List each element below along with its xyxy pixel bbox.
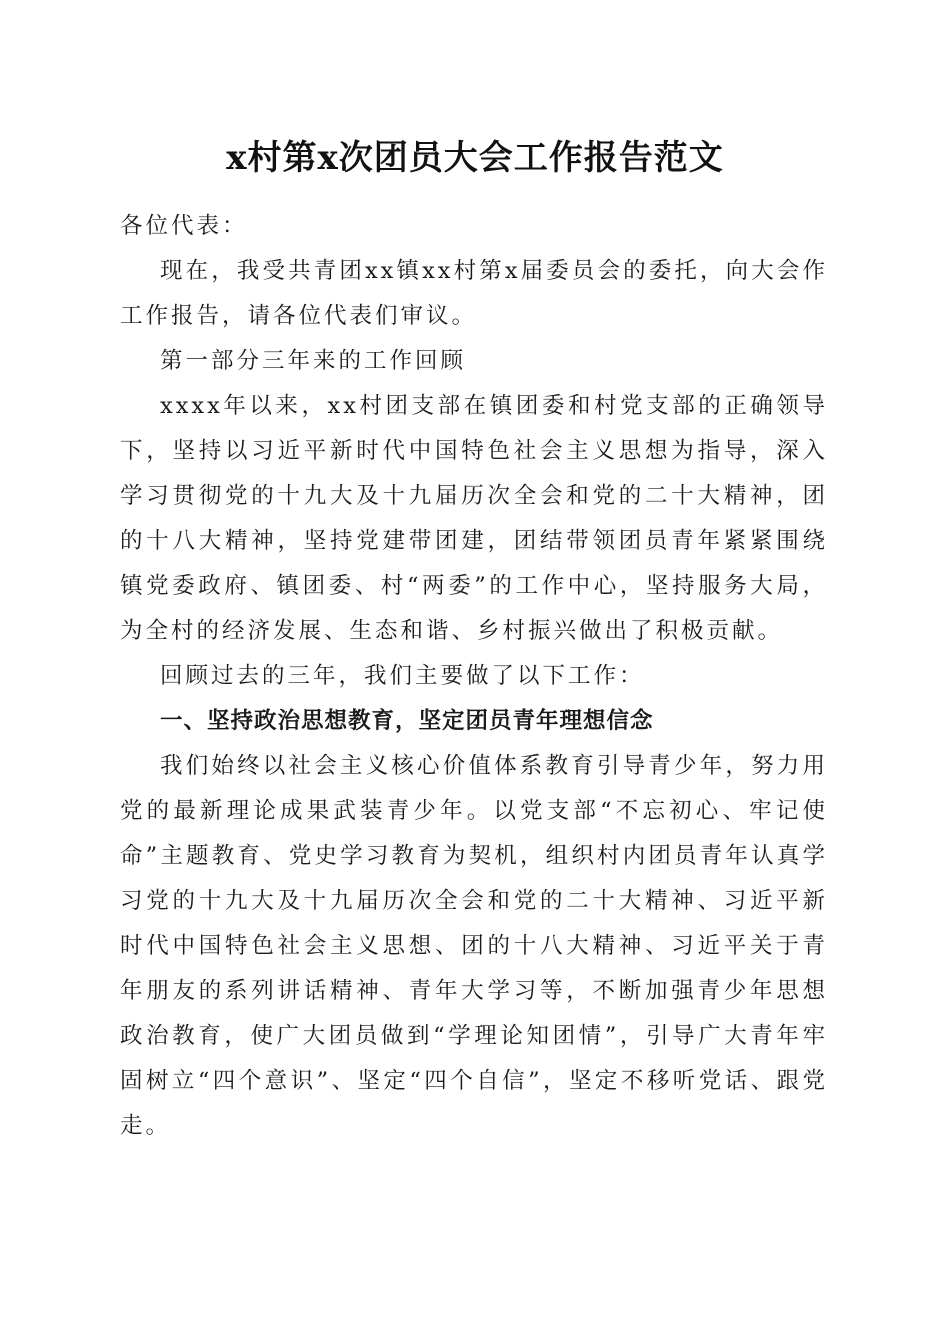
salutation: 各位代表：	[120, 213, 248, 239]
paragraph-review: xxxx年以来，xx村团支部在镇团委和村党支部的正确领导下，坚持以习近平新时代中国特色社会主义思想为指导，深入学习贯彻党的十九大及十九届历次全会和党的二十大精神，团的十八大精神，坚持党建带团建，团结带领团员青年紧紧围绕镇党委政府、镇团委、村“两委”的工作中心，坚持服务大局，为全村的经济发展、生态和谐、乡村振兴做出了积极贡献。	[120, 393, 828, 644]
paragraph-section-one: 我们始终以社会主义核心价值体系教育引导青少年，努力用党的最新理论成果武装青少年。以党支部“不忘初心、牢记使命”主题教育、党史学习教育为契机，组织村内团员青年认真学习党的十九大及十九届历次全会和党的二十大精神、习近平新时代中国特色社会主义思想、团的十八大精神、习近平关于青年朋友的系列讲话精神、青年大学习等，不断加强青少年思想政治教育，使广大团员做到“学理论知团情”，引导广大青年牢固树立“四个意识”、坚定“四个自信”，坚定不移听党话、跟党走。	[120, 753, 828, 1139]
part-heading: 第一部分三年来的工作回顾	[160, 348, 467, 374]
document-body	[120, 204, 828, 1149]
document-title: x村第x次团员大会工作报告范文	[226, 138, 724, 178]
section-heading: 一、坚持政治思想教育，坚定团员青年理想信念	[160, 708, 654, 734]
paragraph-intro: 现在，我受共青团xx镇xx村第x届委员会的委托，向大会作工作报告，请各位代表们审议。	[120, 258, 828, 329]
paragraph-summary: 回顾过去的三年，我们主要做了以下工作：	[160, 663, 645, 689]
